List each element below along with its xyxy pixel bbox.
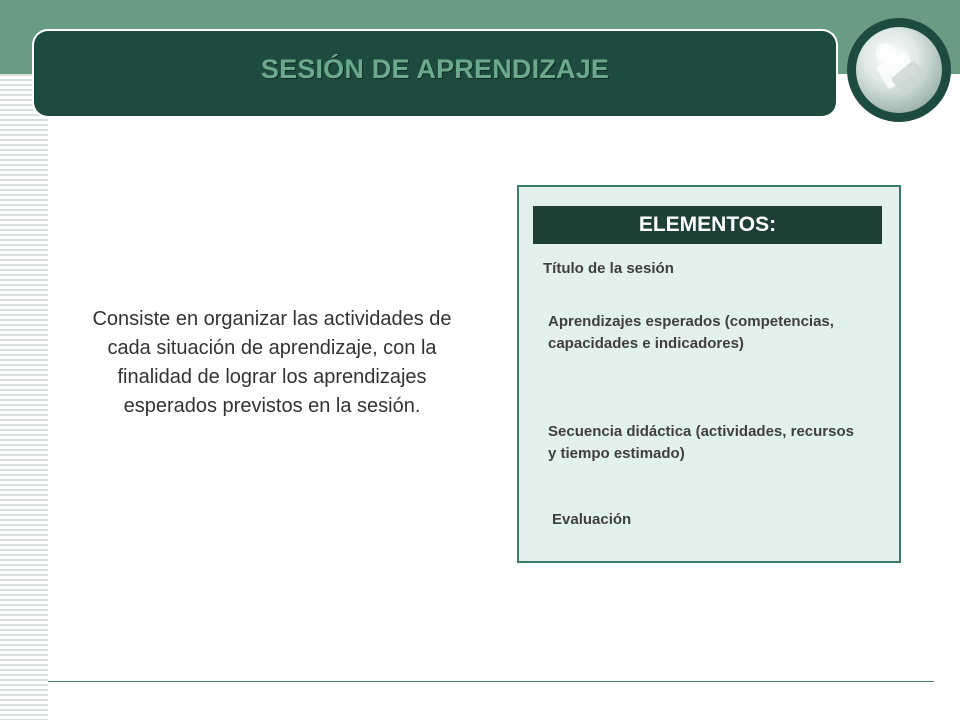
elements-header-label: ELEMENTOS: <box>638 213 777 236</box>
element-item-didactic-sequence: Secuencia didáctica (actividades, recursos y tiempo estimado) <box>548 423 854 462</box>
globe-logo-icon <box>856 27 942 113</box>
title-bar <box>34 31 836 116</box>
elements-header <box>533 206 882 244</box>
description-text: Consiste en organizar las actividades de cada situación de aprendizaje, con la finalidad de lograr los aprendizajes esperados previstos en la sesión. <box>92 308 452 417</box>
logo <box>847 18 951 122</box>
left-stripes <box>0 74 48 720</box>
elements-panel <box>517 185 901 563</box>
page-title: SESIÓN DE APRENDIZAJE <box>260 54 610 84</box>
bottom-divider <box>48 681 934 682</box>
element-item-evaluation: Evaluación <box>552 511 632 528</box>
element-item-title: Título de la sesión <box>543 260 674 277</box>
element-item-expected-learning: Aprendizajes esperados (competencias, capacidades e indicadores) <box>548 313 834 352</box>
